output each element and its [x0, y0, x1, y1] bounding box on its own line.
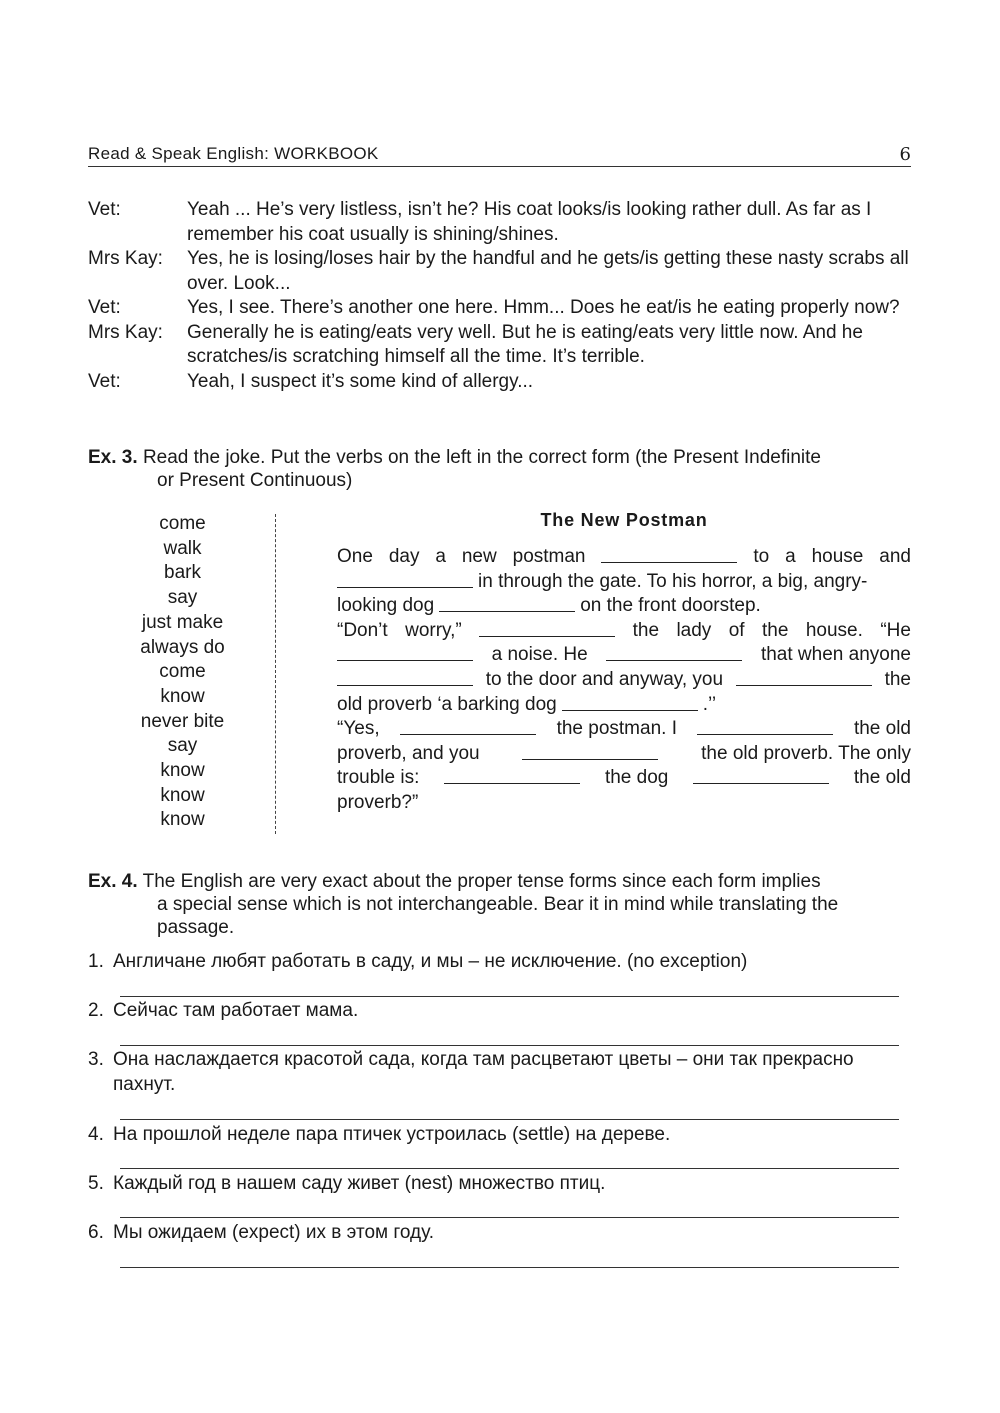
story-word: postman — [512, 546, 586, 567]
story-line — [337, 570, 911, 595]
dialog-line — [88, 247, 912, 296]
instruction-text: passage. — [157, 917, 235, 938]
verb-item: say — [167, 735, 198, 757]
story-word: the postman. I — [556, 718, 677, 740]
story-word: the old proverb. The only — [701, 742, 911, 764]
verb-list — [120, 512, 245, 833]
dialog-text: Yes, I see. There’s another one here. Hmm... Does he eat/is he eating properly now? — [187, 297, 900, 318]
answer-line[interactable] — [120, 1119, 899, 1120]
instruction-text: Read the joke. Put the verbs on the left in the correct form (the Present Indefinite — [142, 447, 821, 468]
dialog-block — [88, 198, 912, 394]
story-word: looking dog — [337, 595, 435, 617]
verb-item: know — [160, 809, 205, 831]
verb-item: never bite — [140, 710, 225, 732]
story-word: a — [435, 546, 446, 567]
page-number: 6 — [899, 144, 911, 165]
verb-item: know — [160, 685, 205, 707]
dialog-text: Generally he is eating/eats very well. But he is eating/eats very little now. And he scratches/is scratching himself all the time. It’s terrible. — [187, 321, 863, 367]
story-word: trouble is: — [337, 767, 420, 789]
dialog-line — [88, 296, 912, 321]
answer-blank[interactable] — [439, 594, 575, 612]
workbook-title: Read & Speak English: WORKBOOK — [88, 144, 379, 163]
story-line — [337, 742, 911, 767]
answer-blank[interactable] — [444, 766, 580, 784]
story-word: that when anyone — [760, 644, 911, 666]
answer-blank[interactable] — [337, 668, 473, 686]
story-word: the dog — [604, 767, 669, 789]
translation-item — [88, 999, 912, 1024]
story-word: .’’ — [702, 693, 717, 715]
dialog-line — [88, 198, 912, 247]
translation-item — [88, 1048, 912, 1097]
story-word: the old — [853, 718, 911, 740]
answer-blank[interactable] — [562, 693, 698, 711]
verb-item: bark — [164, 562, 201, 584]
translation-item — [88, 1172, 912, 1197]
answer-blank[interactable] — [606, 643, 742, 661]
dialog-text: Yeah, I suspect it’s some kind of allergy... — [187, 370, 534, 392]
verb-item: just make — [141, 611, 224, 633]
verb-item: walk — [163, 537, 202, 559]
page-header — [88, 144, 911, 167]
answer-line[interactable] — [120, 1217, 899, 1218]
story-word: proverb, and you — [337, 742, 480, 764]
translation-item — [88, 1123, 912, 1148]
dialog-line — [88, 370, 912, 395]
answer-blank[interactable] — [736, 668, 872, 686]
answer-blank[interactable] — [337, 643, 473, 661]
story-line — [337, 594, 911, 619]
verb-item: come — [159, 513, 206, 534]
story-word: “He — [880, 619, 911, 641]
story-line — [337, 545, 911, 570]
story-word: lady — [676, 619, 712, 641]
instruction-text: a special sense which is not interchangeable. Bear it in mind while translating the — [157, 894, 839, 915]
dialog-text: Yes, he is losing/loses hair by the handful and he gets/is getting these nasty scrabs all over. Look... — [187, 248, 909, 294]
verb-item: know — [160, 760, 205, 782]
speaker: Vet: — [88, 199, 121, 220]
answer-line[interactable] — [120, 1267, 899, 1268]
exercise-3-label: Ex. 3. — [88, 447, 138, 468]
verb-item: know — [160, 784, 205, 806]
story-title: The New Postman — [540, 510, 708, 530]
item-text: На прошлой неделе пара птичек устроилась (settle) на дереве. — [113, 1124, 671, 1145]
item-text: Она наслаждается красотой сада, когда там расцветают цветы – они так прекрасно — [113, 1049, 854, 1070]
dialog-line — [88, 321, 912, 370]
speaker: Vet: — [88, 370, 121, 392]
answer-blank[interactable] — [697, 717, 833, 735]
verb-item: always do — [140, 636, 225, 658]
speaker: Mrs Kay: — [88, 248, 163, 269]
story-word: new — [461, 546, 497, 567]
instruction-text: or Present Continuous) — [157, 470, 353, 491]
verb-item: come — [159, 661, 206, 683]
speaker: Vet: — [88, 297, 121, 318]
column-divider — [275, 514, 276, 834]
story-word: to — [753, 546, 770, 567]
item-text: Англичане любят работать в саду, и мы – не исключение. (no exception) — [113, 951, 748, 972]
item-number: 1. — [88, 951, 104, 972]
story-word: and — [879, 546, 911, 567]
story-word: old proverb ‘a barking dog — [337, 693, 557, 715]
answer-blank[interactable] — [337, 570, 473, 588]
translation-item — [88, 950, 912, 975]
answer-blank[interactable] — [522, 742, 658, 760]
exercise-3-instruction — [88, 446, 912, 492]
story-word: One — [337, 546, 373, 567]
story-word: the — [632, 619, 660, 641]
item-number: 6. — [88, 1222, 104, 1243]
exercise-4-label: Ex. 4. — [88, 871, 138, 892]
item-number: 3. — [88, 1049, 104, 1070]
answer-line[interactable] — [120, 1045, 899, 1046]
item-number: 4. — [88, 1124, 104, 1145]
story-word: to the door and anyway, you — [485, 668, 724, 690]
translation-item — [88, 1221, 912, 1246]
speaker: Mrs Kay: — [88, 321, 163, 343]
item-text: Мы ожидаем (expect) их в этом году. — [113, 1222, 434, 1243]
instruction-text: The English are very exact about the proper tense forms since each form implies — [142, 871, 821, 892]
story-line — [337, 791, 911, 816]
verb-item: say — [167, 587, 198, 609]
item-number: 2. — [88, 1000, 104, 1021]
story-word: house — [811, 546, 864, 567]
story-line — [337, 668, 911, 693]
story-line — [337, 643, 911, 668]
story-word: the — [762, 619, 789, 641]
story-word: worry,” — [405, 619, 462, 641]
story-word: “Don’t — [337, 619, 388, 641]
answer-blank[interactable] — [601, 545, 737, 563]
item-text: пахнут. — [113, 1073, 176, 1095]
answer-line[interactable] — [120, 996, 899, 997]
story-word: a noise. He — [491, 644, 588, 666]
dialog-text: Yeah ... He’s very listless, isn’t he? His coat looks/is looking rather dull. As far as I remember his coat usually is shining/shines. — [187, 199, 872, 245]
story-word: on the front doorstep. — [580, 595, 761, 617]
story-word: “Yes, — [337, 718, 380, 740]
story-word: day — [388, 546, 420, 567]
answer-blank[interactable] — [479, 619, 615, 637]
story-line — [337, 717, 911, 742]
answer-line[interactable] — [120, 1168, 899, 1169]
exercise-4-instruction — [88, 870, 912, 939]
story-word: proverb?” — [337, 791, 419, 813]
story-word: the old — [853, 767, 911, 789]
item-text: Сейчас там работает мама. — [113, 1000, 359, 1021]
story-line — [337, 766, 911, 791]
story-text — [337, 545, 911, 816]
answer-blank[interactable] — [400, 717, 536, 735]
story-line — [337, 619, 911, 644]
story-word: house. — [805, 619, 863, 641]
item-text: Каждый год в нашем саду живет (nest) множество птиц. — [113, 1173, 606, 1194]
story-word: in through the gate. To his horror, a big, angry- — [478, 570, 868, 592]
answer-blank[interactable] — [693, 766, 829, 784]
item-number: 5. — [88, 1173, 104, 1194]
story-line — [337, 693, 911, 718]
story-word: a — [785, 546, 796, 567]
story-word: of — [728, 619, 745, 641]
story-word: the — [884, 668, 911, 690]
